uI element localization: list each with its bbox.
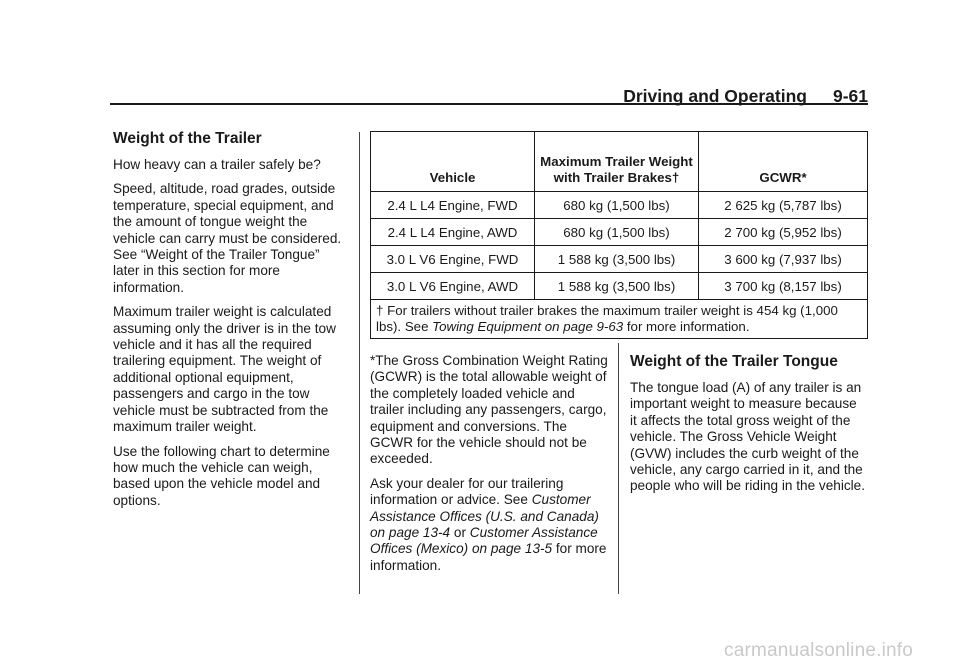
customer-assistance-us-link[interactable]: Customer Assistance Offices (U.S. and Canada) on page 13-4 — [370, 492, 599, 541]
middle-column — [370, 353, 608, 582]
table-note-row — [371, 300, 868, 339]
paragraph: Speed, altitude, road grades, outside temperature, special equipment, and the amount of tongue weight the vehicle can carry must be considered. See “Weight of the Trailer Tongue” later in this section for more information. — [113, 181, 342, 295]
cell-gcwr: 2 625 kg (5,787 lbs) — [699, 192, 868, 219]
table-footnote: † For trailers without trailer brakes the maximum trailer weight is 454 kg (1,000 lbs). See Towing Equipment on page 9-63 for more information. — [371, 300, 868, 339]
cell-max-weight: 1 588 kg (3,500 lbs) — [535, 273, 699, 300]
paragraph: How heavy can a trailer safely be? — [113, 157, 321, 172]
cell-vehicle: 2.4 L L4 Engine, AWD — [371, 219, 535, 246]
cell-max-weight: 680 kg (1,500 lbs) — [535, 192, 699, 219]
section-title: Driving and Operating — [623, 86, 807, 106]
column-divider-2 — [618, 343, 619, 594]
cell-gcwr: 3 600 kg (7,937 lbs) — [699, 246, 868, 273]
left-column — [113, 130, 349, 517]
cell-vehicle: 3.0 L V6 Engine, FWD — [371, 246, 535, 273]
column-header-gcwr: GCWR* — [699, 132, 868, 192]
table-row — [371, 246, 868, 273]
cell-vehicle: 2.4 L L4 Engine, FWD — [371, 192, 535, 219]
column-header-max-weight: Maximum Trailer Weight with Trailer Brakes† — [535, 132, 699, 192]
customer-assistance-mexico-link[interactable]: Customer Assistance Offices (Mexico) on page 13-5 — [370, 525, 598, 557]
dealer-paragraph: Ask your dealer for our trailering information or advice. See Customer Assistance Offices (U.S. and Canada) on page 13-4 or Customer Assistance Offices (Mexico) on page 13-5 for more information. — [370, 475, 607, 573]
paragraph: Maximum trailer weight is calculated assuming only the driver is in the tow vehicle and it has all the required trailering equipment. The weight of additional optional equipment, passengers and cargo in the tow vehicle must be subtracted from the maximum trailer weight. — [113, 304, 336, 435]
cell-vehicle: 3.0 L V6 Engine, AWD — [371, 273, 535, 300]
table-row — [371, 219, 868, 246]
page-number: 9-61 — [832, 86, 868, 106]
cell-gcwr: 2 700 kg (5,952 lbs) — [699, 219, 868, 246]
towing-equipment-link[interactable]: Towing Equipment on page 9-63 — [432, 319, 624, 334]
table-row — [371, 192, 868, 219]
trailer-weight-table — [370, 131, 868, 339]
paragraph: Use the following chart to determine how much the vehicle can weigh, based upon the vehicle model and options. — [113, 443, 330, 508]
paragraph: The tongue load (A) of any trailer is an important weight to measure because it affects the total gross weight of the vehicle. The Gross Vehicle Weight (GVW) includes the curb weight of the vehicle, any cargo carried in it, and the people who will be riding in the vehicle. — [630, 380, 866, 494]
watermark: carmanualsonline.info — [724, 640, 914, 661]
column-divider-1 — [359, 132, 360, 594]
cell-gcwr: 3 700 kg (8,157 lbs) — [699, 273, 868, 300]
column-header-vehicle: Vehicle — [371, 132, 535, 192]
header-rule — [110, 103, 868, 105]
gcwr-footnote: *The Gross Combination Weight Rating (GCWR) is the total allowable weight of the completely loaded vehicle and trailer including any passengers, cargo, equipment and conversions. The GCWR for the vehicle should not be exceeded. — [370, 353, 608, 467]
table-row — [371, 273, 868, 300]
tongue-weight-heading: Weight of the Trailer Tongue — [630, 353, 838, 370]
table-header-row — [371, 132, 868, 192]
cell-max-weight: 680 kg (1,500 lbs) — [535, 219, 699, 246]
right-column — [630, 353, 866, 503]
cell-max-weight: 1 588 kg (3,500 lbs) — [535, 246, 699, 273]
weight-of-trailer-heading: Weight of the Trailer — [113, 130, 262, 147]
